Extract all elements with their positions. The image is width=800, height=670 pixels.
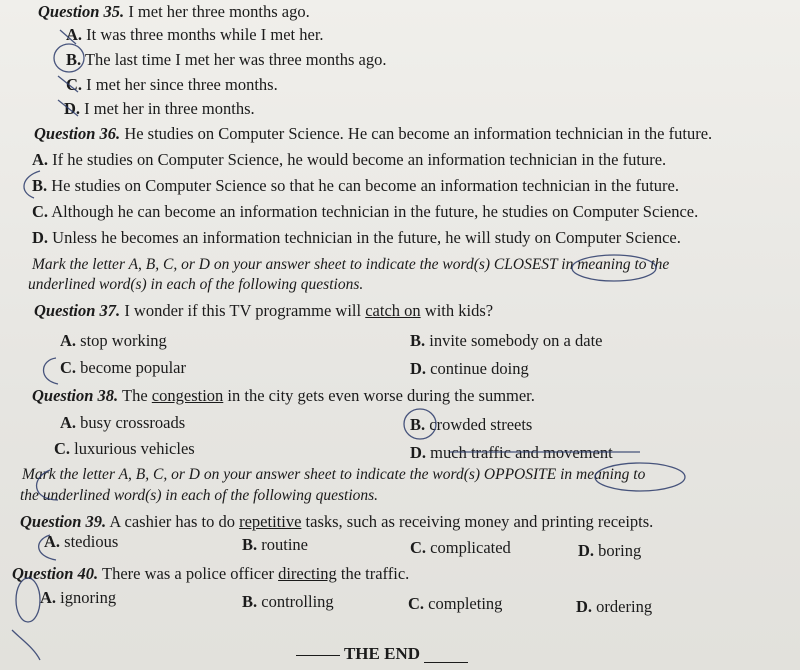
question-number: Question 36.: [34, 124, 121, 143]
option-text: stedious: [64, 532, 119, 551]
q35-option-b: [66, 50, 386, 70]
q36-option-b: [32, 176, 679, 196]
option-letter: C.: [32, 202, 49, 221]
option-letter: B.: [410, 415, 426, 434]
question-number: Question 37.: [34, 301, 121, 320]
q40-option-a: [40, 588, 116, 608]
q38-option-c: [54, 439, 195, 459]
option-letter: A.: [32, 150, 49, 169]
option-text: ordering: [596, 597, 653, 616]
option-text: ignoring: [60, 588, 117, 607]
question-36: [34, 124, 712, 144]
q39-option-d: [578, 541, 641, 561]
question-37: [34, 301, 493, 321]
option-letter: A.: [40, 588, 57, 607]
q39-option-b: [242, 535, 308, 555]
option-text: boring: [598, 541, 642, 560]
option-letter: C.: [66, 75, 83, 94]
question-stem-end: in the city gets even worse during the summer.: [227, 386, 535, 405]
q40-option-c: [408, 594, 502, 614]
option-text: become popular: [80, 358, 187, 377]
q40-option-b: [242, 592, 334, 612]
q37-option-c: [60, 358, 186, 378]
q35-option-a: [66, 25, 324, 45]
question-35: [38, 2, 310, 22]
option-letter: D.: [578, 541, 595, 560]
option-letter: A.: [44, 532, 61, 551]
question-number: Question 35.: [38, 2, 125, 21]
option-letter: A.: [66, 25, 83, 44]
pen-curve-mark: [12, 630, 40, 660]
instruction-closest-line1: Mark the letter A, B, C, or D on your answer sheet to indicate the word(s) CLOSEST in meaning to the: [32, 256, 670, 273]
question-stem-end: the traffic.: [340, 564, 410, 583]
underlined-word: repetitive: [239, 512, 302, 531]
question-40: [12, 564, 409, 584]
option-text: stop working: [80, 331, 167, 350]
option-letter: A.: [60, 413, 77, 432]
option-letter: A.: [60, 331, 77, 350]
option-text: I met her since three months.: [86, 75, 278, 94]
q35-option-c: [66, 75, 278, 95]
option-letter: D.: [64, 99, 81, 118]
option-text: He studies on Computer Science so that he can become an information technician in the future.: [51, 176, 679, 195]
option-text: Although he can become an information technician in the future, he studies on Computer Science.: [51, 202, 699, 221]
option-text: controlling: [261, 592, 334, 611]
question-stem: I met her three months ago.: [128, 2, 310, 21]
q39-option-a: [44, 532, 118, 552]
option-text: luxurious vehicles: [74, 439, 195, 458]
underlined-word: catch on: [365, 301, 421, 320]
question-number: Question 40.: [12, 564, 99, 583]
q38-option-a: [60, 413, 185, 433]
instruction-closest-line2: underlined word(s) in each of the following questions.: [28, 276, 364, 293]
option-letter: B.: [242, 535, 258, 554]
q35-option-d: [64, 99, 255, 119]
q37-option-a: [60, 331, 167, 351]
q37-option-b: [410, 331, 602, 351]
option-letter: D.: [410, 443, 427, 462]
option-letter: C.: [408, 594, 425, 613]
q36-option-c: [32, 202, 698, 222]
option-text: The last time I met her was three months ago.: [84, 50, 387, 69]
instruction-opposite-line2: the underlined word(s) in each of the following questions.: [20, 487, 379, 504]
question-stem-end: with kids?: [424, 301, 494, 320]
option-letter: D.: [32, 228, 49, 247]
option-text: much traffic and movement: [430, 443, 613, 462]
option-text: It was three months while I met her.: [86, 25, 324, 44]
question-stem: There was a police officer: [102, 564, 274, 583]
option-letter: D.: [410, 359, 427, 378]
question-stem: A cashier has to do: [109, 512, 235, 531]
question-stem: The: [122, 386, 148, 405]
option-letter: C.: [60, 358, 77, 377]
option-letter: C.: [410, 538, 427, 557]
option-text: crowded streets: [429, 415, 533, 434]
instruction-opposite-line1: Mark the letter A, B, C, or D on your answer sheet to indicate the word(s) OPPOSITE in meaning to: [22, 466, 646, 483]
the-end-text: THE END: [343, 644, 420, 663]
the-end-footer: [296, 644, 468, 664]
pen-circle-answer: [16, 578, 40, 622]
question-stem: He studies on Computer Science. He can become an information technician in the future.: [124, 124, 713, 143]
q36-option-d: [32, 228, 681, 248]
question-stem-end: tasks, such as receiving money and printing receipts.: [305, 512, 654, 531]
q37-option-d: [410, 359, 529, 379]
question-stem: I wonder if this TV programme will: [124, 301, 362, 320]
option-letter: C.: [54, 439, 71, 458]
q39-option-c: [410, 538, 511, 558]
question-38: [32, 386, 535, 406]
option-text: routine: [261, 535, 309, 554]
option-letter: B.: [410, 331, 426, 350]
q40-option-d: [576, 597, 652, 617]
option-text: invite somebody on a date: [429, 331, 603, 350]
blank-line: [296, 655, 340, 656]
blank-line: [424, 662, 468, 663]
option-text: If he studies on Computer Science, he would become an information technician in the future.: [52, 150, 667, 169]
q36-option-a: [32, 150, 666, 170]
underlined-word: congestion: [151, 386, 224, 405]
option-text: busy crossroads: [80, 413, 186, 432]
option-text: I met her in three months.: [84, 99, 255, 118]
question-number: Question 39.: [20, 512, 107, 531]
option-letter: D.: [576, 597, 593, 616]
q38-option-b: [410, 415, 532, 435]
option-text: complicated: [430, 538, 511, 557]
question-39: [20, 512, 653, 532]
underlined-word: directing: [278, 564, 337, 583]
option-text: continue doing: [430, 359, 529, 378]
question-number: Question 38.: [32, 386, 119, 405]
option-text: completing: [428, 594, 503, 613]
option-letter: B.: [32, 176, 48, 195]
option-letter: B.: [242, 592, 258, 611]
q38-option-d: [410, 443, 613, 463]
option-letter: B.: [66, 50, 82, 69]
option-text: Unless he becomes an information technician in the future, he will study on Computer Science.: [52, 228, 681, 247]
pen-circle-answer: [44, 358, 59, 384]
